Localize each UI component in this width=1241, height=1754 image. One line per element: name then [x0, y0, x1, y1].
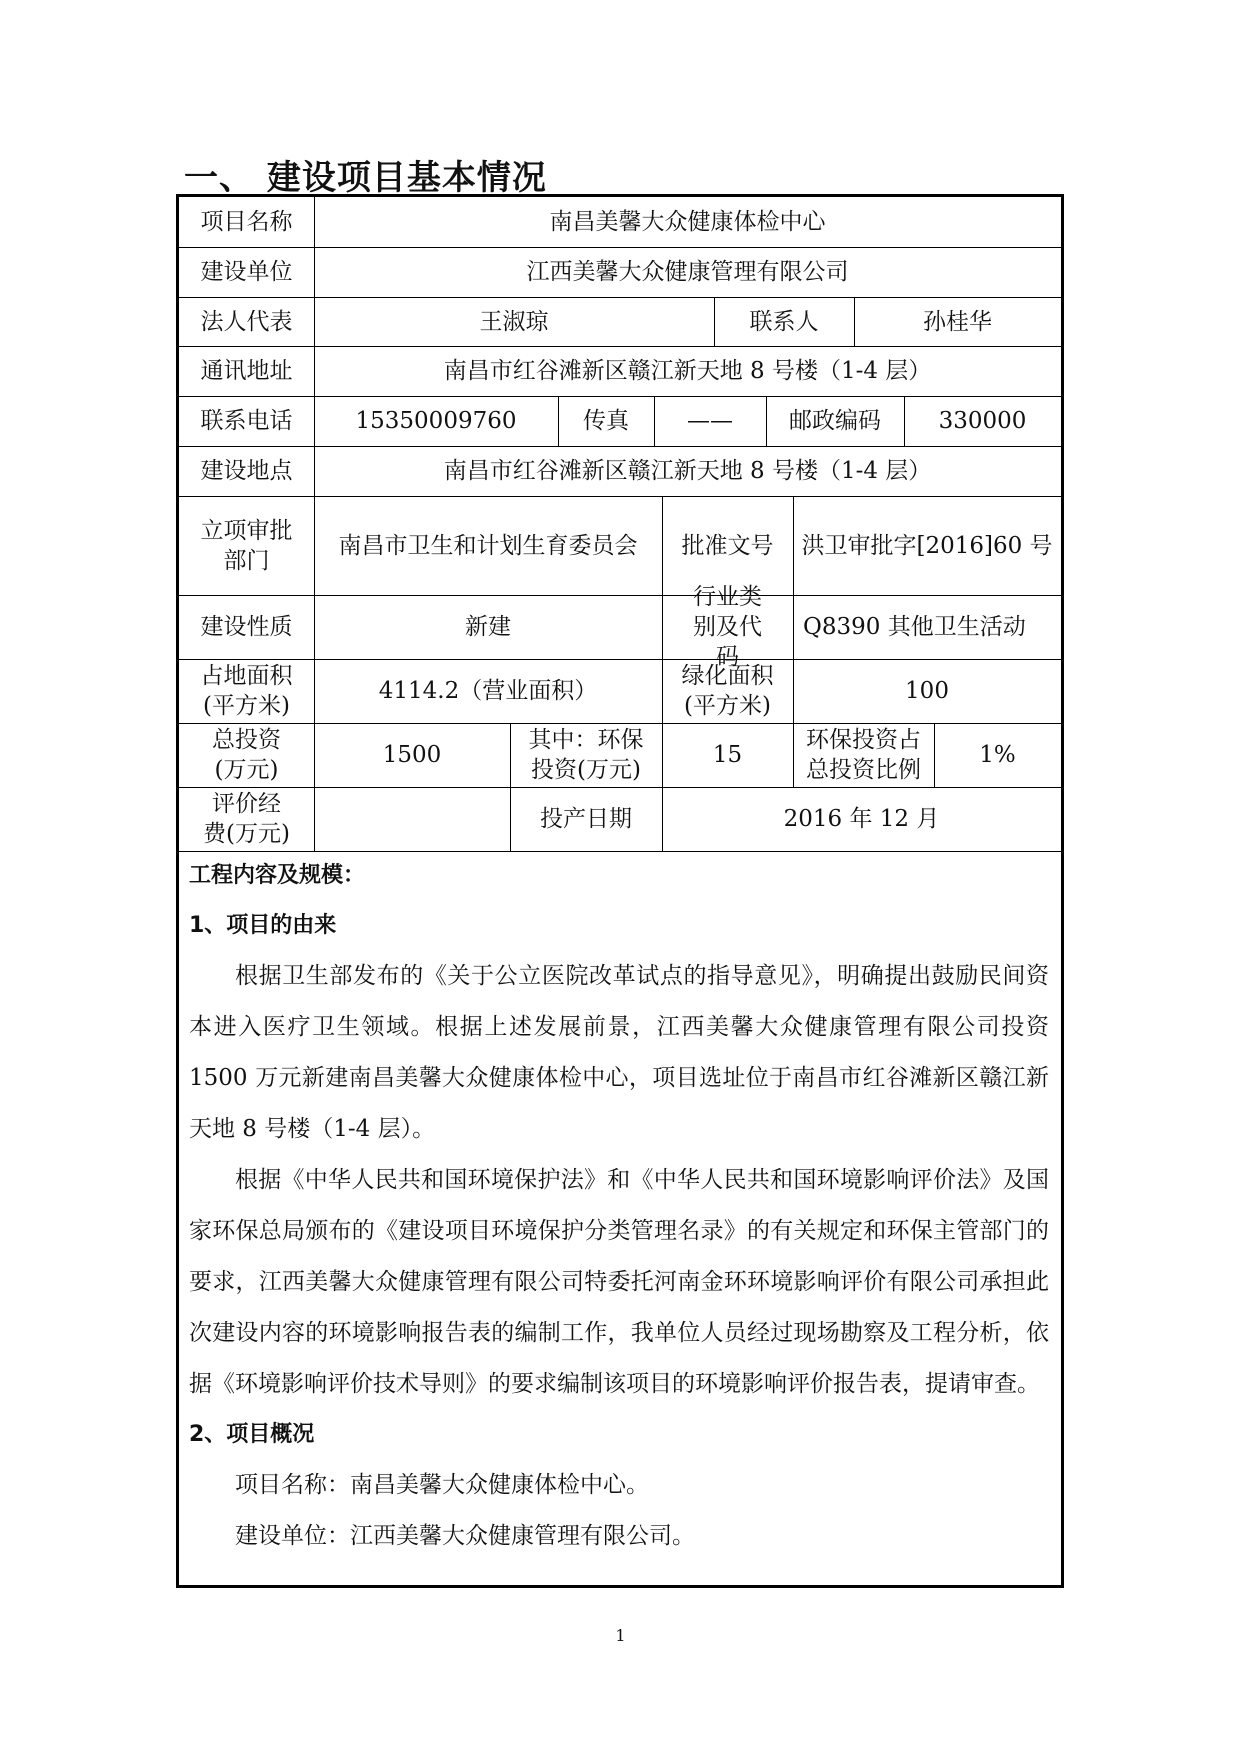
value-green: 100 — [905, 678, 949, 704]
label-area: 占地面积(平方米) — [200, 663, 293, 719]
value-area: 4114.2（营业面积） — [378, 678, 598, 704]
label-site: 建设地点 — [200, 458, 293, 484]
label-industry: 行业类别及代码 — [693, 584, 762, 670]
label-approval-dept: 立项审批部门 — [200, 517, 293, 574]
value-env-invest: 15 — [712, 742, 743, 768]
section-2-paragraph-1: 项目名称：南昌美馨大众健康体检中心。 — [235, 1472, 649, 1498]
value-approval-no: 洪卫审批字[2016]60 号 — [801, 532, 1053, 559]
label-builder: 建设单位 — [200, 259, 293, 285]
section-1-paragraph-2: 根据《中华人民共和国环境保护法》和《中华人民共和国环境影响评价法》及国家环保总局颁布的《建设项目环境保护分类管理名录》的有关规定和环保主管部门的要求，江西美馨大众健康管理有限公司特委托河南金环环境影响评价有限公司承担此次建设内容的环境影响报告表的编制工作，我单位人员经过现场勘察及工程分析，依据《环境影响评价技术导则》的要求编制该项目的环境影响评价报告表，提请审查。 — [189, 1167, 1049, 1397]
value-contact: 孙桂华 — [923, 308, 992, 335]
label-env-ratio: 环保投资占总投资比例 — [806, 727, 921, 783]
value-phone: 15350009760 — [355, 408, 517, 434]
label-project-name: 项目名称 — [200, 209, 293, 235]
label-prod-date: 投产日期 — [540, 806, 632, 832]
project-description — [189, 851, 1049, 1562]
label-green: 绿化面积(平方米) — [681, 663, 774, 719]
value-prod-date: 2016 年 12 月 — [783, 806, 940, 832]
value-fax: —— — [687, 408, 733, 434]
label-legal-rep: 法人代表 — [200, 308, 293, 335]
label-address: 通讯地址 — [200, 358, 293, 384]
value-invest: 1500 — [382, 742, 442, 768]
section-1-paragraph-1: 根据卫生部发布的《关于公立医院改革试点的指导意见》，明确提出鼓励民间资本进入医疗卫生领域。根据上述发展前景，江西美馨大众健康管理有限公司投资 1500 万元新建南昌美馨大众健康体检中心，项目选址位于南昌市红谷滩新区赣江新天地 8 号楼（1-4 层）。 — [189, 963, 1049, 1142]
value-legal-rep: 王淑琼 — [479, 308, 549, 335]
value-postcode: 330000 — [938, 408, 1027, 434]
section-2-title: 2、项目概况 — [189, 1422, 315, 1447]
scope-title: 工程内容及规模： — [189, 863, 366, 888]
value-approval-dept: 南昌市卫生和计划生育委员会 — [338, 532, 638, 559]
value-project-name: 南昌美馨大众健康体检中心 — [549, 209, 826, 235]
page-number: 1 — [615, 1626, 626, 1645]
value-builder: 江西美馨大众健康管理有限公司 — [526, 259, 849, 285]
label-fax: 传真 — [583, 408, 629, 434]
section-heading: 一、 建设项目基本情况 — [184, 158, 547, 198]
value-nature: 新建 — [465, 614, 511, 640]
value-industry: Q8390 其他卫生活动 — [803, 614, 1026, 640]
label-contact: 联系人 — [749, 308, 819, 335]
label-nature: 建设性质 — [200, 614, 293, 640]
value-site: 南昌市红谷滩新区赣江新天地 8 号楼（1-4 层） — [443, 458, 932, 484]
label-approval-no: 批准文号 — [681, 532, 774, 559]
value-address: 南昌市红谷滩新区赣江新天地 8 号楼（1-4 层） — [443, 358, 932, 384]
label-phone: 联系电话 — [200, 408, 293, 434]
value-env-ratio: 1% — [979, 742, 1016, 768]
project-info-frame — [176, 194, 1064, 1588]
section-2-paragraph-2: 建设单位：江西美馨大众健康管理有限公司。 — [235, 1523, 695, 1549]
label-postcode: 邮政编码 — [789, 408, 881, 434]
section-1-title: 1、项目的由来 — [189, 913, 337, 938]
label-eval-fee: 评价经费(万元) — [203, 791, 290, 847]
label-env-invest: 其中：环保投资(万元) — [528, 727, 644, 783]
label-invest: 总投资(万元) — [212, 727, 281, 783]
value-eval-fee — [314, 787, 510, 851]
